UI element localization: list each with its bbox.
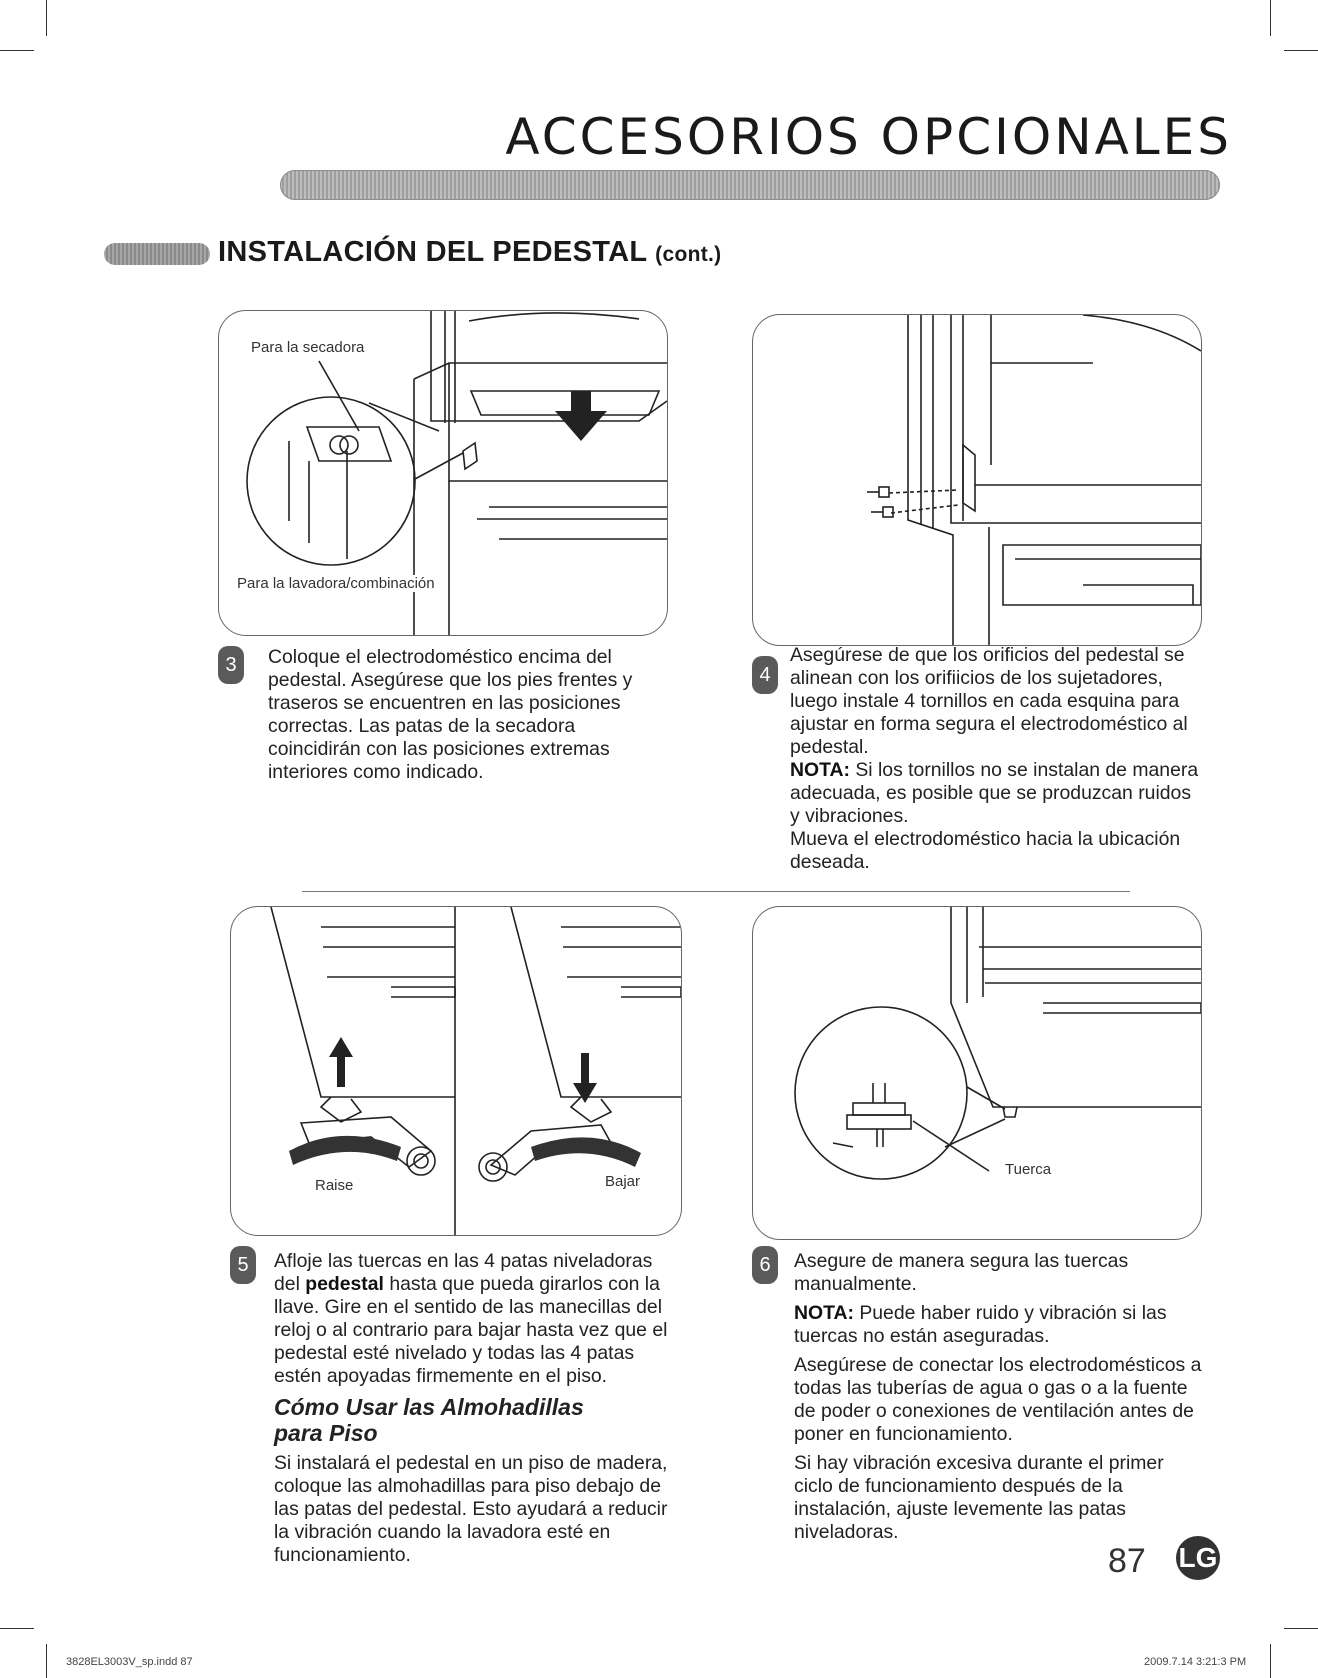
step6-note-label: NOTA: xyxy=(794,1302,854,1324)
step6-label-tuerca: Tuerca xyxy=(1005,1161,1052,1178)
step6-note-text: Puede haber ruido y vibración si las tuercas no están aseguradas. xyxy=(794,1302,1167,1347)
lg-logo-icon: LG xyxy=(1176,1536,1220,1580)
step4-paragraph2: Mueva el electrodoméstico hacia la ubicación deseada. xyxy=(790,828,1181,873)
step3-paragraph: Coloque el electrodoméstico encima del pedestal. Asegúrese que los pies frentes y traseros se encuentren en las posiciones correctas. Las patas de la secadora coincidirán con las posiciones extremas interiores como indicado. xyxy=(268,646,633,783)
crop-mark xyxy=(1270,1644,1271,1678)
step6-illustration xyxy=(752,906,1202,1240)
crop-mark xyxy=(1284,1628,1318,1629)
crop-mark xyxy=(46,1644,47,1678)
crop-mark xyxy=(46,0,47,36)
section-divider xyxy=(302,891,1130,892)
step5-p1-bold: pedestal xyxy=(305,1273,384,1295)
step4-paragraph1: Asegúrese de que los orificios del pedestal se alinean con los orifiicios de los sujetadores, luego instale 4 tornillos en cada esquina para ajustar en forma segura el electrodoméstico al pedestal. xyxy=(790,644,1188,758)
crop-mark xyxy=(1270,0,1271,36)
step3-label-dryer: Para la secadora xyxy=(251,339,365,356)
step4-text xyxy=(790,644,1202,874)
step5-illustration xyxy=(230,906,682,1236)
step6-number: 6 xyxy=(752,1246,778,1284)
step3-label-washer: Para la lavadora/combinación xyxy=(237,575,435,592)
step5-p1-end: hasta que pueda girarlos con la llave. Gire en el sentido de las manecillas del reloj o al contrario para bajar hasta vez que el pedestal esté nivelado y todas las 4 patas estén apoyadas firmemente en el piso. xyxy=(274,1273,668,1387)
crop-mark xyxy=(0,1628,34,1629)
crop-mark xyxy=(1284,50,1318,51)
step6-note xyxy=(794,1302,1206,1348)
step5-label-raise: Raise xyxy=(315,1177,354,1194)
step5-paragraph1 xyxy=(274,1250,682,1388)
step3-number: 3 xyxy=(218,646,244,684)
footer-timestamp: 2009.7.14 3:21:3 PM xyxy=(1144,1656,1247,1668)
step5-subheading: Cómo Usar las Almohadillas para Piso xyxy=(274,1394,584,1446)
step5-p1-start: Afloje las tuercas en las 4 patas niveladoras del xyxy=(274,1250,653,1295)
step4-note-label: NOTA: xyxy=(790,759,850,781)
step3-illustration xyxy=(218,310,668,636)
step4-illustration xyxy=(752,314,1202,646)
step6-paragraph2: Asegúrese de conectar los electrodomésticos a todas las tuberías de agua o gas o a la fuente de poder o conexiones de ventilación antes de poner en funcionamiento. xyxy=(794,1354,1202,1445)
step5-paragraph2: Si instalará el pedestal en un piso de madera, coloque las almohadillas para piso debajo de las patas del pedestal. Esto ayudará a reducir la vibración cuando la lavadora esté en funcionamiento. xyxy=(274,1452,668,1566)
step5-label-bajar: Bajar xyxy=(605,1173,641,1190)
title-banner xyxy=(280,170,1220,200)
section-pill xyxy=(104,243,210,265)
section-title-text: INSTALACIÓN DEL PEDESTAL xyxy=(218,236,647,268)
step5-number: 5 xyxy=(230,1246,256,1284)
step6-paragraph3: Si hay vibración excesiva durante el primer ciclo de funcionamiento después de la instalación, ajuste levemente las patas niveladoras. xyxy=(794,1452,1164,1543)
page-title: ACCESORIOS OPCIONALES xyxy=(505,108,1232,166)
step5-text xyxy=(274,1250,682,1567)
step4-note-text: Si los tornillos no se instalan de manera adecuada, es posible que se produzcan ruidos y vibraciones. xyxy=(790,759,1199,827)
section-title-suffix: (cont.) xyxy=(655,243,722,266)
step3-text xyxy=(268,646,668,784)
section-title xyxy=(218,236,721,269)
page-number: 87 xyxy=(1108,1542,1146,1580)
step6-paragraph1: Asegure de manera segura las tuercas manualmente. xyxy=(794,1250,1129,1295)
step6-text xyxy=(794,1250,1206,1544)
step4-number: 4 xyxy=(752,656,778,694)
crop-mark xyxy=(0,50,34,51)
footer-file-name: 3828EL3003V_sp.indd 87 xyxy=(66,1656,193,1668)
step4-note xyxy=(790,759,1202,828)
